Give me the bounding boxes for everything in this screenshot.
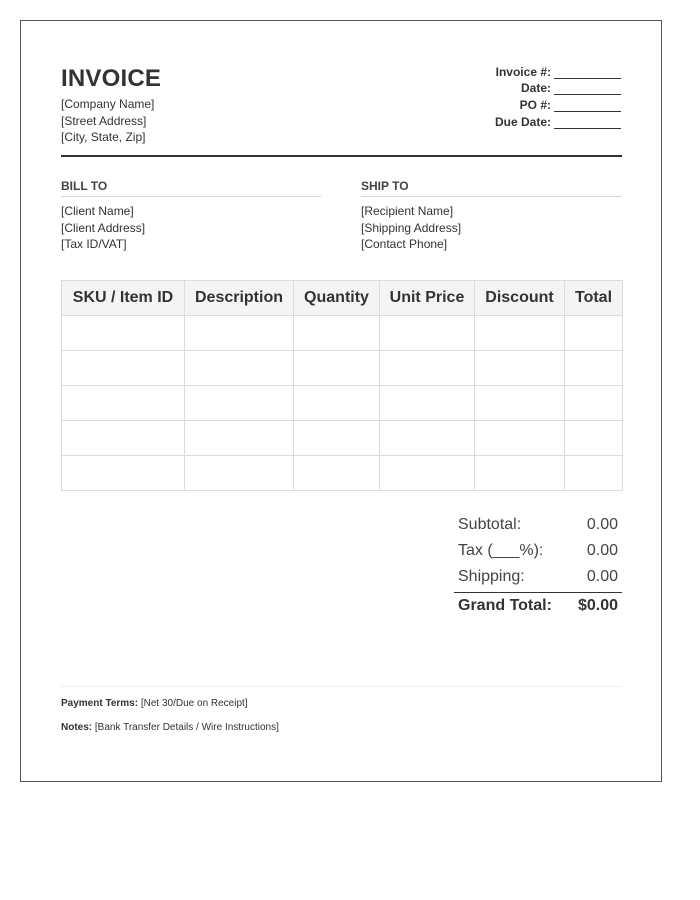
- table-cell[interactable]: [475, 351, 565, 386]
- table-cell[interactable]: [185, 456, 294, 491]
- meta-due-date-label: Due Date:: [494, 114, 551, 129]
- footer-divider: [61, 686, 622, 687]
- meta-po-field[interactable]: [554, 100, 621, 112]
- invoice-title: INVOICE: [61, 65, 162, 92]
- invoice-meta: [495, 62, 621, 129]
- table-cell[interactable]: [475, 386, 565, 421]
- ship-to-heading: SHIP TO: [361, 179, 621, 197]
- grand-total-label: Grand Total:: [458, 596, 552, 614]
- table-cell[interactable]: [475, 421, 565, 456]
- table-cell[interactable]: [475, 316, 565, 351]
- table-cell[interactable]: [475, 456, 565, 491]
- grand-total-value: $0.00: [577, 596, 618, 614]
- table-cell[interactable]: [380, 421, 475, 456]
- bill-to-heading: BILL TO: [61, 179, 321, 197]
- table-cell[interactable]: [565, 456, 623, 491]
- table-cell[interactable]: [294, 351, 380, 386]
- bill-to-client-name: [Client Name]: [61, 204, 134, 218]
- tax-label: Tax (___%):: [458, 542, 544, 559]
- grand-total-row: [454, 592, 622, 618]
- table-cell[interactable]: [565, 351, 623, 386]
- company-city: [City, State, Zip]: [61, 130, 146, 144]
- table-cell[interactable]: [185, 421, 294, 456]
- subtotal-value: 0.00: [586, 516, 618, 533]
- column-header-sku: SKU / Item ID: [62, 281, 185, 316]
- company-street: [Street Address]: [61, 113, 147, 128]
- table-row: [62, 386, 623, 421]
- meta-due-date-field[interactable]: [554, 117, 621, 129]
- meta-due-date: [495, 112, 621, 129]
- table-cell[interactable]: [565, 421, 623, 456]
- table-cell[interactable]: [380, 316, 475, 351]
- table-cell[interactable]: [185, 386, 294, 421]
- header-divider: [61, 155, 622, 157]
- meta-invoice-number-label: Invoice #:: [495, 64, 551, 79]
- notes: [61, 722, 279, 733]
- table-header-row: [62, 281, 623, 316]
- ship-to-contact-phone: [Contact Phone]: [361, 237, 448, 251]
- payment-terms-label: Payment Terms:: [61, 698, 139, 709]
- meta-po: [495, 95, 621, 112]
- invoice-page: [20, 20, 662, 782]
- subtotal-row: [454, 512, 622, 538]
- shipping-row: [454, 564, 622, 590]
- table-cell[interactable]: [294, 316, 380, 351]
- tax-row: [454, 538, 622, 564]
- table-cell[interactable]: [380, 456, 475, 491]
- meta-date: [495, 79, 621, 96]
- meta-invoice-number: [495, 62, 621, 79]
- bill-to-client-address: [Client Address]: [61, 220, 146, 235]
- table-cell[interactable]: [185, 351, 294, 386]
- ship-to-shipping-address: [Shipping Address]: [361, 220, 462, 235]
- shipping-label: Shipping:: [458, 568, 525, 585]
- column-header-unit-price: Unit Price: [380, 281, 475, 316]
- column-header-description: Description: [185, 281, 294, 316]
- table-cell[interactable]: [62, 456, 185, 491]
- ship-to-recipient-name: [Recipient Name]: [361, 204, 454, 218]
- meta-invoice-number-field[interactable]: [554, 67, 621, 79]
- table-cell[interactable]: [185, 316, 294, 351]
- notes-label: Notes:: [61, 722, 93, 733]
- table-row: [62, 316, 623, 351]
- totals-block: [454, 512, 622, 618]
- subtotal-label: Subtotal:: [458, 516, 522, 533]
- bill-to-section: [61, 179, 321, 253]
- company-name: [Company Name]: [61, 97, 155, 111]
- column-header-quantity: Quantity: [294, 281, 380, 316]
- ship-to-section: [361, 179, 621, 253]
- table-cell[interactable]: [62, 316, 185, 351]
- column-header-total: Total: [565, 281, 623, 316]
- meta-date-label: Date:: [520, 81, 551, 96]
- shipping-value: 0.00: [586, 568, 618, 585]
- table-cell[interactable]: [380, 351, 475, 386]
- table-row: [62, 351, 623, 386]
- company-block: [61, 96, 154, 146]
- table-cell[interactable]: [294, 456, 380, 491]
- payment-terms-value: [Net 30/Due on Receipt]: [140, 698, 248, 709]
- table-cell[interactable]: [380, 386, 475, 421]
- meta-date-field[interactable]: [554, 83, 621, 95]
- table-cell[interactable]: [294, 386, 380, 421]
- table-cell[interactable]: [565, 386, 623, 421]
- line-items-table: [61, 280, 623, 491]
- table-cell[interactable]: [565, 316, 623, 351]
- bill-to-tax-id: [Tax ID/VAT]: [61, 237, 127, 251]
- table-cell[interactable]: [294, 421, 380, 456]
- table-row: [62, 456, 623, 491]
- notes-value: [Bank Transfer Details / Wire Instructions]: [94, 722, 279, 733]
- table-cell[interactable]: [62, 386, 185, 421]
- tax-value: 0.00: [586, 542, 618, 559]
- column-header-discount: Discount: [475, 281, 565, 316]
- meta-po-label: PO #:: [519, 98, 551, 113]
- table-cell[interactable]: [62, 351, 185, 386]
- table-cell[interactable]: [62, 421, 185, 456]
- payment-terms: [61, 698, 248, 709]
- table-row: [62, 421, 623, 456]
